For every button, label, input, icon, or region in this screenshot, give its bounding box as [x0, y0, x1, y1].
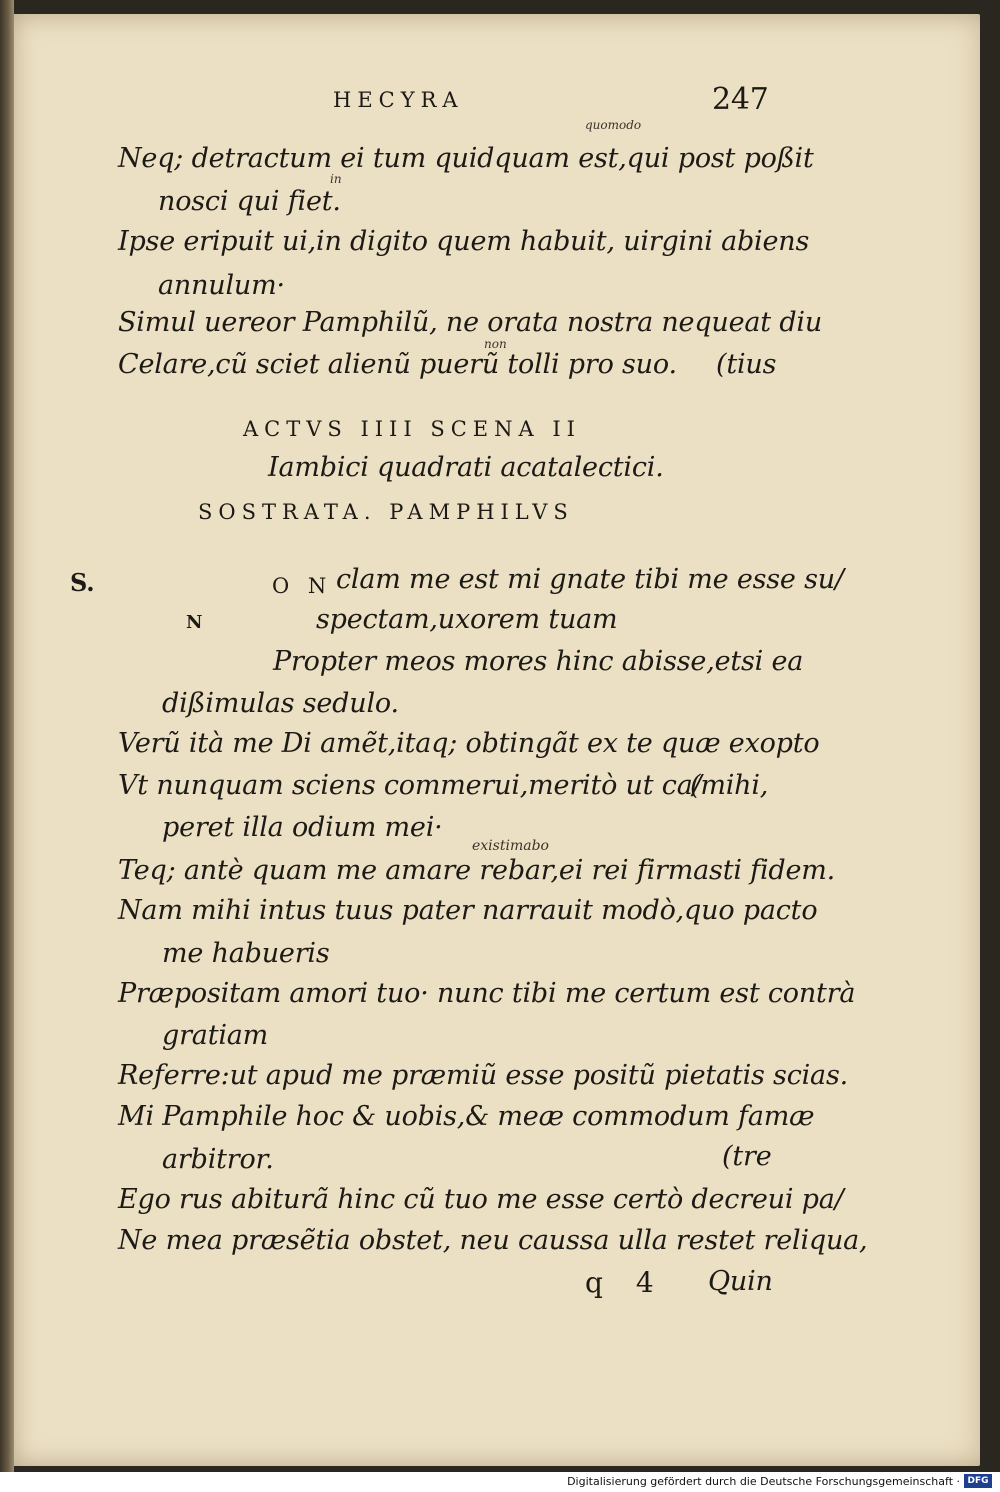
text-line: Simul uereor Pamphilũ, ne orata nostra nequeat diu — [118, 307, 823, 338]
handwritten-gloss: existimabo — [472, 838, 549, 854]
act-heading: ACTVS IIII SCENA II — [243, 417, 581, 441]
text-line: Propter meos mores hinc abisse,etsi ea — [273, 646, 804, 677]
page-number: 247 — [712, 82, 769, 117]
handwritten-gloss: non — [484, 337, 507, 351]
text-line: Ipse eripuit ui,in digito quem habuit, uirgini abiens — [118, 226, 810, 257]
text-line-runover: (tre — [722, 1141, 772, 1172]
text-line: Præpositam amori tuo· nunc tibi me certum est contrà — [118, 978, 856, 1009]
running-title: HECYRA — [333, 88, 464, 112]
meter-line: Iambici quadrati acatalectici. — [268, 452, 664, 483]
text-line: Celare,cũ sciet alienũ puerũ tolli pro suo. — [118, 349, 677, 380]
text-line: Mi Pamphile hoc & uobis,& meæ commodum famæ — [118, 1101, 815, 1132]
text-line-runover: (tius — [716, 349, 777, 380]
text-line-runover: (mihi, — [690, 770, 769, 801]
speaker-label: N — [186, 612, 203, 633]
text-line: annulum· — [158, 270, 285, 301]
text-line: me habueris — [162, 938, 330, 969]
text-line: dißimulas sedulo. — [162, 688, 399, 719]
book-spine — [0, 0, 14, 1472]
catchword: Quin — [708, 1266, 773, 1297]
initial-letters: O N — [272, 574, 333, 598]
text-line: nosci qui fiet. — [158, 186, 341, 217]
text-line: Referre:ut apud me præmiũ esse positũ pietatis scias. — [118, 1060, 848, 1091]
funding-credit: Digitalisierung gefördert durch die Deutsche Forschungsgemeinschaft · — [567, 1475, 960, 1488]
footer-bar — [0, 1472, 1000, 1492]
handwritten-gloss: in — [330, 172, 342, 186]
text-line: Nam mihi intus tuus pater narrauit modò,quo pacto — [118, 895, 818, 926]
text-line: gratiam — [162, 1020, 269, 1051]
text-line: clam me est mi gnate tibi me esse su/ — [336, 564, 844, 595]
speaker-label: S. — [70, 568, 95, 597]
text-line: Ne mea præsẽtia obstet, neu caussa ulla restet reliqua, — [118, 1225, 868, 1256]
speakers-line: SOSTRATA. PAMPHILVS — [198, 500, 574, 524]
dfg-logo-icon: DFG — [964, 1474, 992, 1488]
text-line: arbitror. — [162, 1144, 274, 1175]
text-line: Vt nunquam sciens commerui,meritò ut ca/ — [118, 770, 702, 801]
text-line: Neq; detractum ei tum quidquam est,qui post poßit — [118, 143, 814, 174]
text-line: Ego rus abiturã hinc cũ tuo me esse certò decreui pa/ — [118, 1184, 844, 1215]
text-line: spectam,uxorem tuam — [316, 604, 618, 635]
text-line: Teq; antè quam me amare rebar,ei rei firmasti fidem. — [118, 855, 836, 886]
signature-mark: q 4 — [585, 1266, 666, 1299]
text-line: Verũ ità me Di amẽt,itaq; obtingãt ex te quæ exopto — [118, 728, 820, 759]
text-line: peret illa odium mei· — [162, 812, 443, 843]
handwritten-gloss: quomodo — [585, 118, 642, 132]
